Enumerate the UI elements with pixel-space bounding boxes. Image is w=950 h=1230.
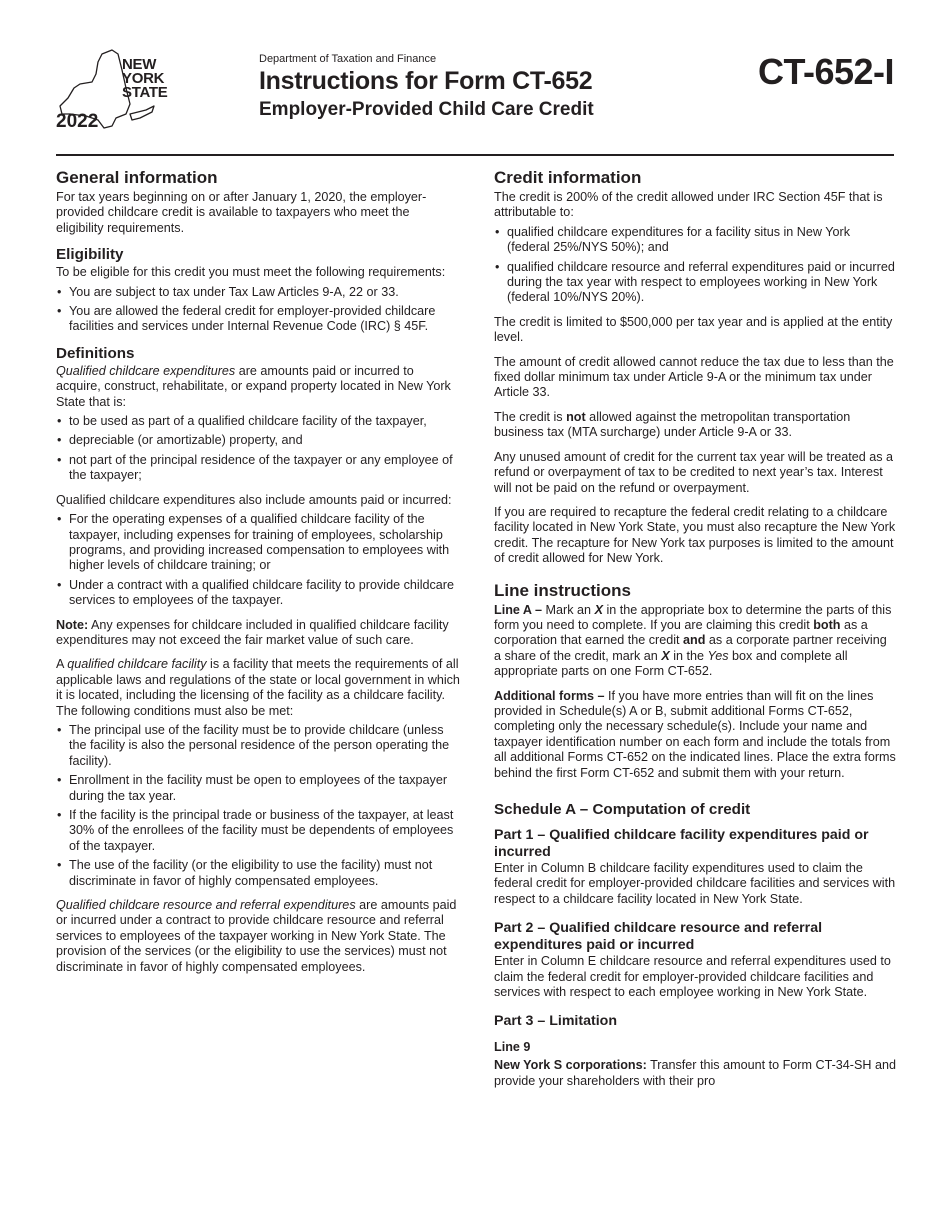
credit-mta-text: The credit is not allowed against the metropolitan transportation business tax (MTA surcharge) under Article 9-A or 33. — [494, 409, 851, 440]
page-subtitle: Employer-Provided Child Care Credit — [259, 99, 594, 120]
note-paragraph: Note: Any expenses for childcare included in qualified childcare facility expenditures may not exceed the fair market value of such care. — [56, 617, 449, 647]
credit-limit-text: The credit is limited to $500,000 per tax year and is applied at the entity level. — [494, 314, 893, 345]
line-instructions-heading: Line instructions — [494, 580, 631, 600]
department-name: Department of Taxation and Finance — [259, 53, 437, 65]
credit-recapture-text: If you are required to recapture the federal credit relating to a childcare facility located in New York State, you must also recapture the New York credit. The recapture for New York tax purposes is limited to the amount of credit allowed for New York. — [494, 504, 896, 566]
part-2-heading: Part 2 – Qualified childcare resource and referral expenditures paid or incurred — [494, 920, 823, 953]
additional-forms-paragraph: Additional forms – If you have more entries than will fit on the lines provided in Schedule(s) A or B, submit additional Forms CT-652, completing only the necessary schedule(s). Include your name and taxpayer identification number on each form and include the totals from all additional Forms CT-652 on the indicated lines. Place the extra forms behind the first Form CT-652 and submit them with your return. — [494, 688, 896, 780]
eligibility-heading: Eligibility — [56, 246, 124, 264]
qualified-expenditures-definition: Qualified childcare expenditures are amounts paid or incurred to acquire, construct, rehabilitate, or expand property located in New York State that is: — [56, 363, 451, 409]
general-information-heading: General information — [56, 168, 218, 187]
qualified-expenditures-list — [56, 414, 460, 484]
list-item: • not part of the principal residence of the taxpayer or any employee of the taxpayer; — [56, 453, 460, 484]
line-a-paragraph: Line A – Mark an X in the appropriate box to determine the parts of this form you need to complete. If you are claiming this credit both as a corporation that earned the credit and as a corporate partner receiving a share of the credit, mark an X in the Yes box and complete all appropriate parts on one Form CT-652. — [494, 602, 892, 679]
credit-list — [494, 225, 896, 306]
list-item: • If the facility is the principal trade or business of the taxpayer, at least 30% of the enrollees of the facility must be dependents of employees of the taxpayer. — [56, 808, 460, 854]
list-item: • You are subject to tax under Tax Law Articles 9-A, 22 or 33. — [56, 285, 460, 300]
nys-logo — [56, 48, 206, 134]
list-item: • qualified childcare resource and referral expenditures paid or incurred during the tax year with respect to employees working in New York (federal 10%/NYS 20%). — [494, 260, 896, 306]
list-item: • qualified childcare expenditures for a facility situs in New York (federal 25%/NYS 50%); and — [494, 225, 896, 256]
list-item: • to be used as part of a qualified childcare facility of the taxpayer, — [56, 414, 460, 429]
facility-conditions-list — [56, 723, 460, 889]
credit-intro: The credit is 200% of the credit allowed under IRC Section 45F that is attributable to: — [494, 190, 883, 220]
page-title: Instructions for Form CT-652 — [259, 67, 593, 95]
list-item: • The principal use of the facility must be to provide childcare (unless the facility is also the personal residence of the person operating the facility). — [56, 723, 460, 769]
left-column — [56, 168, 460, 984]
list-item: • For the operating expenses of a qualified childcare facility of the taxpayer, including expenses for training of employees, scholarship programs, and providing increased compensation to employees with higher levels of childcare training; or — [56, 512, 460, 574]
list-item: • depreciable (or amortizable) property, and — [56, 433, 460, 448]
credit-minimum-tax-text: The amount of credit allowed cannot reduce the tax due to less than the fixed dollar minimum tax under Article 9-A or the minimum tax under Article 33. — [494, 354, 894, 400]
list-item: • The use of the facility (or the eligibility to use the facility) must not discriminate in favor of highly compensated employees. — [56, 858, 460, 889]
eligibility-intro: To be eligible for this credit you must meet the following requirements: — [56, 265, 446, 280]
list-item: • Enrollment in the facility must be open to employees of the taxpayer during the tax year. — [56, 773, 460, 804]
list-item: • Under a contract with a qualified childcare facility to provide childcare services to employees of the taxpayer. — [56, 578, 460, 609]
part-3-heading: Part 3 – Limitation — [494, 1013, 617, 1030]
line-9-heading: Line 9 — [494, 1039, 531, 1054]
qualified-facility-definition: A qualified childcare facility is a facility that meets the requirements of all applicable laws and regulations of the state or local government in which it is located, including the licensing of the facility as a childcare facility. The following conditions must also be met: — [56, 657, 460, 718]
logo-year: 2022 — [56, 111, 99, 132]
right-column — [494, 168, 896, 1098]
part-1-text: Enter in Column B childcare facility expenditures used to claim the federal credit for employer-provided childcare facilities and services with respect to a childcare facility located in New York State. — [494, 861, 896, 906]
form-number: CT-652-I — [757, 51, 894, 92]
eligibility-list — [56, 285, 460, 335]
credit-information-heading: Credit information — [494, 168, 642, 187]
also-include-text: Qualified childcare expenditures also include amounts paid or incurred: — [56, 492, 452, 507]
line-9-text: New York S corporations: Transfer this amount to Form CT-34-SH and provide your shareholders with their pro — [494, 1058, 896, 1088]
credit-unused-text: Any unused amount of credit for the current tax year will be treated as a refund or overpayment of tax to be credited to next year’s tax. Interest will not be paid on the refund or overpayment. — [494, 449, 894, 495]
general-information-text: For tax years beginning on or after January 1, 2020, the employer-provided childcare credit is available to taxpayers who meet the eligibility requirements. — [56, 190, 427, 235]
logo-wordmark: NEW YORK STATE — [122, 56, 168, 101]
part-1-heading: Part 1 – Qualified childcare facility expenditures paid or incurred — [494, 827, 869, 860]
part-2-text: Enter in Column E childcare resource and referral expenditures used to claim the federal credit for employer-provided childcare facilities and services with respect to each employee working in New York State. — [494, 954, 891, 1000]
also-include-list — [56, 512, 460, 608]
page-header — [0, 0, 950, 160]
definitions-heading: Definitions — [56, 344, 135, 362]
schedule-a-heading: Schedule A – Computation of credit — [494, 801, 751, 818]
header-divider — [56, 154, 894, 156]
resource-referral-definition: Qualified childcare resource and referral expenditures are amounts paid or incurred under a contract to provide childcare resource and referral services to employees of the taxpayer working in New York State. The provision of the services (or the eligibility to use the services) must not discriminate in favor of highly compensated employees. — [56, 898, 457, 974]
list-item: • You are allowed the federal credit for employer-provided childcare facilities and services under Internal Revenue Code (IRC) § 45F. — [56, 304, 460, 335]
